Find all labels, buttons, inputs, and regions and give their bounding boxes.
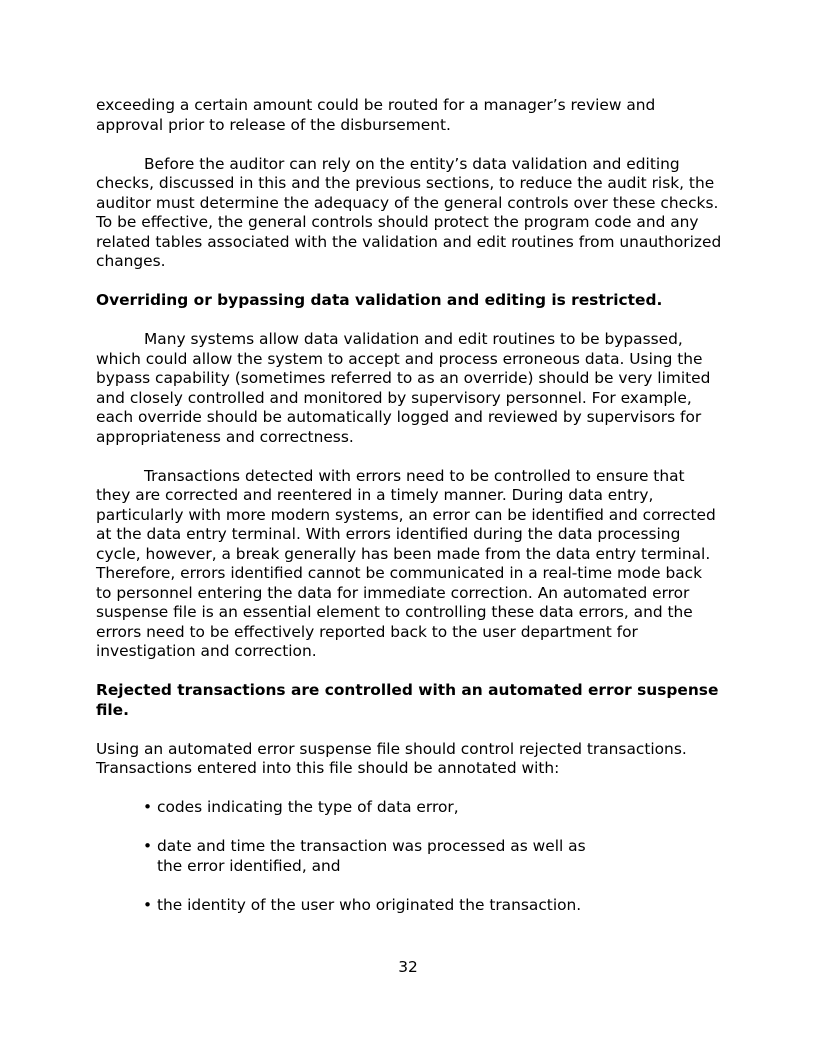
paragraph-transaction-errors: Transactions detected with errors need to be controlled to ensure that they are corrected and reentered in a timely manner. During data entry, particularly with more modern systems, an error can be identified and corrected at the data entry terminal. With errors identified during the data processing cycle, however, a break generally has been made from the data entry terminal. Therefore, errors identified cannot be communicated in a real-time mode back to personnel entering the data for immediate correction. An automated error suspense file is an essential element to controlling these data errors, and the errors need to be effectively reported back to the user department for investigation and correction. [96,466,716,660]
list-item-text: date and time the transaction was processed as well as the error identified, and [157,837,586,875]
paragraph-bypass: Many systems allow data validation and edit routines to be bypassed, which could allow the system to accept and process erroneous data. Using the bypass capability (sometimes referred to as an override) should be very limited and closely controlled and monitored by supervisory personnel. For example, each override should be automatically logged and reviewed by supervisors for appropriateness and correctness. [96,330,711,446]
bullet-icon: • [143,837,153,855]
list-item-text: codes indicating the type of data error, [157,798,459,816]
page-number: 32 [398,958,418,976]
list-item-text: the identity of the user who originated the transaction. [157,895,582,914]
document-page [96,96,722,935]
list-item [143,798,722,818]
list-item [143,837,607,876]
paragraph-general-controls: Before the auditor can rely on the entity’s data validation and editing checks, discussed in this and the previous sections, to reduce the audit risk, the auditor must determine the adequacy of the general controls over these checks. To be effective, the general controls should protect the program code and any related tables associated with the validation and edit routines from unauthorized changes. [96,154,722,270]
annotation-list [96,798,722,915]
list-item [143,896,722,916]
paragraph-continuation: exceeding a certain amount could be routed for a manager’s review and approval prior to release of the disbursement. [96,96,656,134]
heading-override-restricted: Overriding or bypassing data validation and editing is restricted. [96,291,663,309]
bullet-icon: • [143,895,153,914]
heading-rejected-transactions: Rejected transactions are controlled with an automated error suspense file. [96,681,719,719]
bullet-icon: • [143,798,153,816]
paragraph-suspense-file: Using an automated error suspense file should control rejected transactions. Transactions entered into this file should be annotated with: [96,739,687,777]
